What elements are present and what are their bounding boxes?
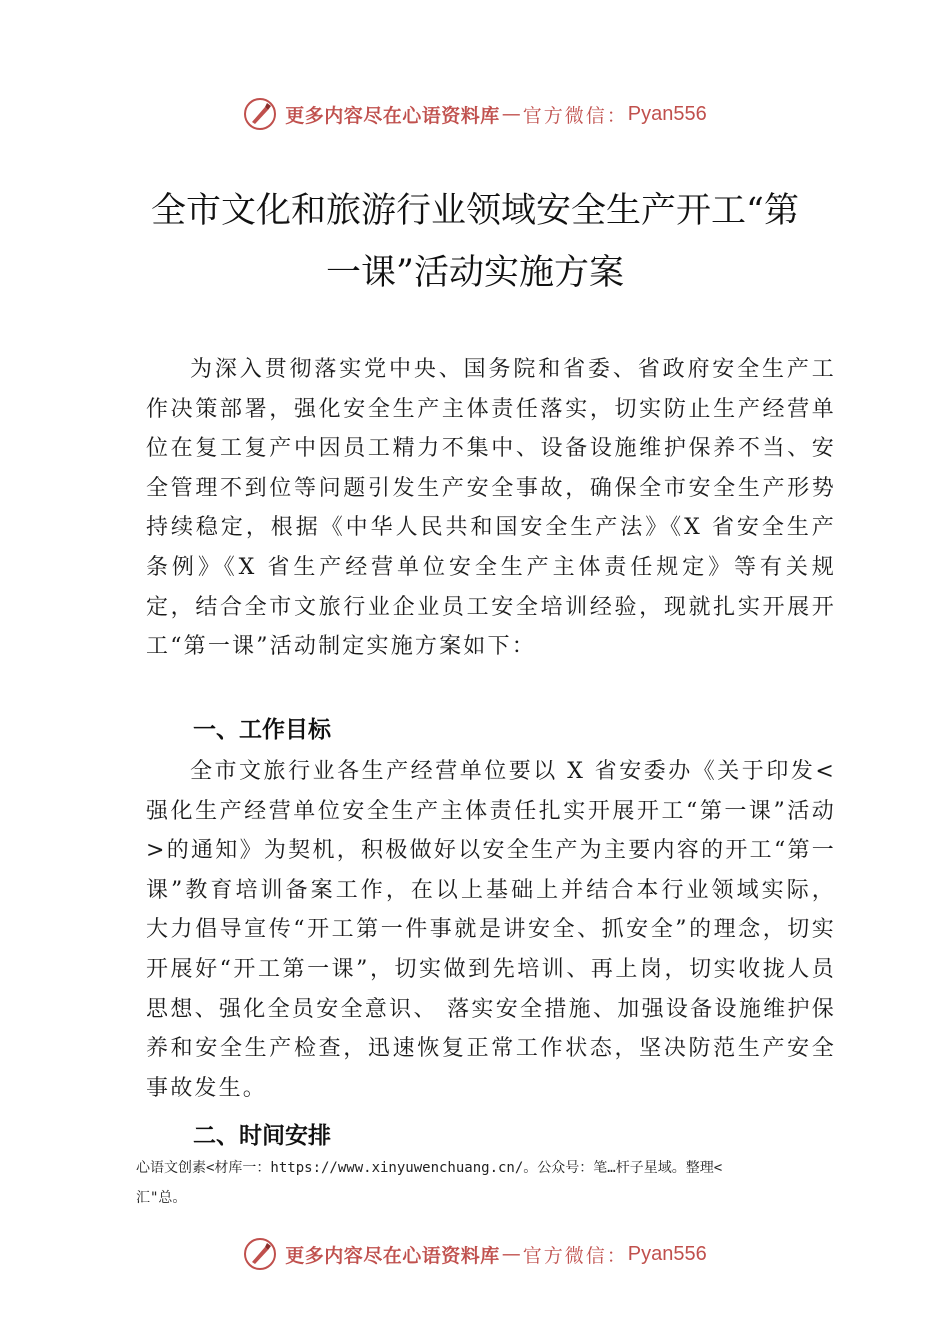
banner-text: 更多内容尽在心语资料库 (285, 1244, 500, 1267)
intro-paragraph-block (146, 350, 836, 667)
goal-paragraph-block (146, 752, 836, 1108)
banner-wechat-label: 官方微信： (522, 1244, 628, 1267)
section-heading-schedule: 二、时间安排 (193, 1123, 331, 1149)
footnote (136, 1153, 836, 1213)
pen-logo-icon (243, 1237, 277, 1271)
pen-logo-icon (243, 97, 277, 131)
title-line-2: 一课”活动实施方案 (326, 253, 624, 293)
banner-wechat-id: Pyan556 (627, 1242, 707, 1265)
section-heading-goals: 一、工作目标 (193, 717, 331, 743)
banner-wechat-id: Pyan556 (627, 102, 707, 125)
banner-text: 更多内容尽在心语资料库 (285, 104, 500, 127)
banner-wechat-label: 官方微信： (522, 104, 628, 127)
footnote-line-1: 心语文创素<材库一：https://www.xinyuwenchuang.cn/。公众号：笔…杆子星域。整理< (136, 1160, 723, 1176)
footer-banner (0, 1234, 950, 1274)
banner-dash: — (501, 1243, 521, 1265)
header-banner (0, 94, 950, 134)
goal-paragraph: 全市文旅行业各生产经营单位要以 X 省安委办《关于印发<强化生产经营单位安全生产主体责任扎实开展开工“第一课”活动>的通知》为契机，积极做好以安全生产为主要内容的开工“第一课”教育培训备案工作，在以上基础上并结合本行业领域实际，大力倡导宣传“开工第一件事就是讲安全、抓安全”的理念，切实开展好“开工第一课”，切实做到先培训、再上岗，切实收拢人员思想、强化全员安全意识、 落实安全措施、加强设备设施维护保养和安全生产检查，迅速恢复正常工作状态，坚决防范生产安全事故发生。 (146, 759, 836, 1101)
footnote-line-2: 汇"总。 (136, 1190, 187, 1206)
document-title (0, 180, 950, 304)
title-line-1: 全市文化和旅游行业领域安全生产开工“第 (151, 191, 799, 231)
banner-dash: — (501, 103, 521, 125)
intro-paragraph: 为深入贯彻落实党中央、国务院和省委、省政府安全生产工作决策部署，强化安全生产主体责任落实，切实防止生产经营单位在复工复产中因员工精力不集中、设备设施维护保养不当、安全管理不到位等问题引发生产安全事故，确保全市安全生产形势持续稳定，根据《中华人民共和国安全生产法》《X 省安全生产条例》《X 省生产经营单位安全生产主体责任规定》等有关规定，结合全市文旅行业企业员工安全培训经验，现就扎实开展开工“第一课”活动制定实施方案如下： (146, 357, 836, 660)
